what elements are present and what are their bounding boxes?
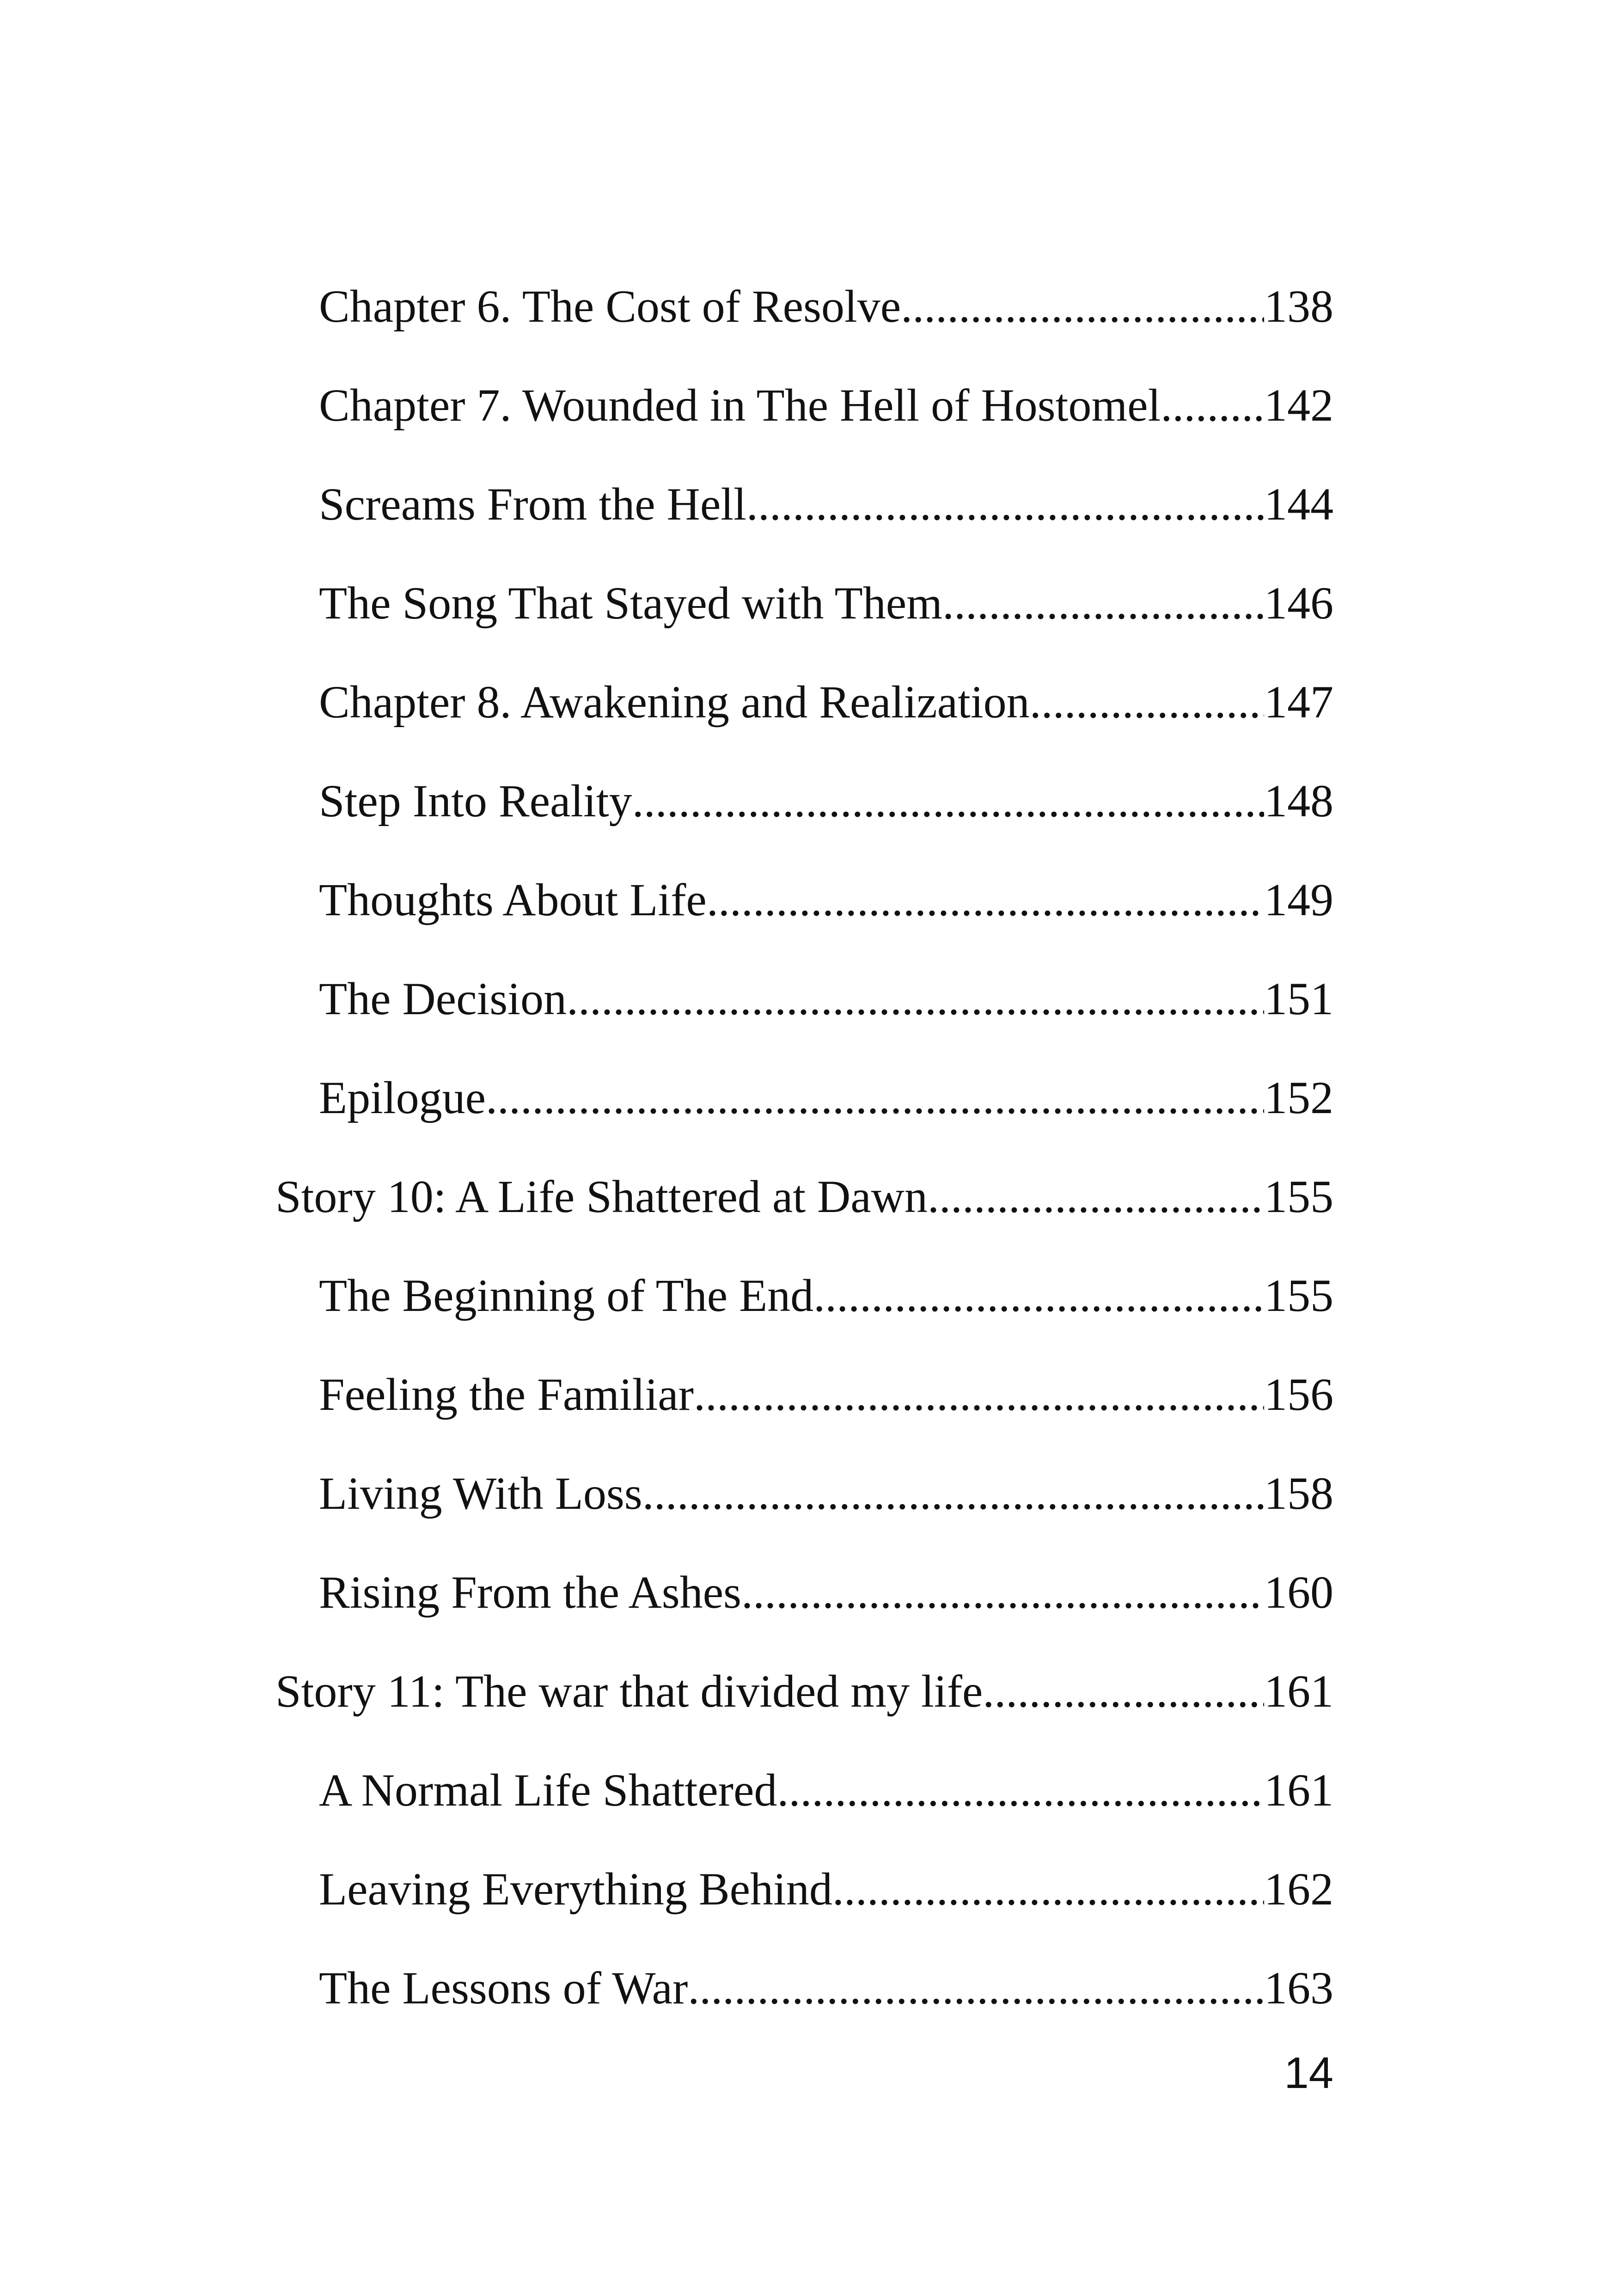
dot-leader [1030,667,1264,737]
toc-entry-page: 156 [1264,1369,1333,1420]
toc-entry-title: Thoughts About Life [319,874,707,925]
toc-entry[interactable] [319,1459,1333,1528]
toc-entry-title: The Beginning of The End [319,1270,814,1321]
toc-entry[interactable] [319,1756,1333,1825]
dot-leader [567,964,1264,1034]
toc-entry-page: 147 [1264,676,1333,728]
toc-entry[interactable] [319,1063,1333,1133]
toc-entry[interactable] [319,1855,1333,1924]
toc-entry-title: Story 11: The war that divided my life [275,1665,983,1717]
toc-entry[interactable] [319,964,1333,1034]
dot-leader [901,272,1264,341]
toc-entry-title: Rising From the Ashes [319,1567,741,1618]
toc-entry[interactable] [319,272,1333,341]
toc-entry-title: Screams From the Hell [319,478,746,530]
toc-entry-page: 161 [1264,1764,1333,1816]
dot-leader [642,1459,1264,1528]
toc-entry-title: The Decision [319,973,567,1024]
dot-leader [813,1261,1264,1330]
toc-entry-title: Leaving Everything Behind [319,1863,832,1915]
dot-leader [632,766,1264,836]
dot-leader [983,1657,1264,1726]
dot-leader [832,1855,1264,1924]
page-number: 14 [1284,2048,1333,2098]
toc-entry[interactable] [319,1360,1333,1429]
toc-entry-page: 148 [1264,775,1333,827]
toc-entry-title: Epilogue [319,1072,486,1123]
toc-entry[interactable] [319,1261,1333,1330]
toc-entry[interactable] [319,1953,1333,2023]
toc-entry[interactable] [319,766,1333,836]
toc-entry[interactable] [319,470,1333,539]
toc-entry-title: The Song That Stayed with Them [319,577,942,629]
toc-entry-page: 144 [1264,478,1333,530]
toc-entry-page: 160 [1264,1567,1333,1618]
toc-entry-title: Chapter 7. Wounded in The Hell of Hostomel [319,380,1161,431]
dot-leader [942,569,1264,638]
toc-entry-page: 161 [1264,1665,1333,1717]
dot-leader [928,1162,1264,1231]
toc-entry[interactable] [319,1558,1333,1627]
dot-leader [741,1558,1264,1627]
toc-entry-page: 155 [1264,1171,1333,1222]
toc-entry-page: 151 [1264,973,1333,1024]
toc-entry-page: 146 [1264,577,1333,629]
toc-story-entry[interactable] [275,1657,1333,1726]
toc-entry-page: 163 [1264,1962,1333,2014]
dot-leader [1161,371,1264,440]
toc-entry-page: 162 [1264,1863,1333,1915]
toc-entry-page: 158 [1264,1468,1333,1519]
toc-entry-title: Living With Loss [319,1468,642,1519]
toc-entry-title: Feeling the Familiar [319,1369,694,1420]
toc-entry-page: 149 [1264,874,1333,925]
toc-entry-page: 152 [1264,1072,1333,1123]
dot-leader [486,1063,1264,1133]
toc-entry-title: Story 10: A Life Shattered at Dawn [275,1171,928,1222]
toc-entry-page: 155 [1264,1270,1333,1321]
dot-leader [694,1360,1264,1429]
toc-entry[interactable] [319,667,1333,737]
toc-entry-page: 142 [1264,380,1333,431]
dot-leader [746,470,1264,539]
toc-entry[interactable] [319,569,1333,638]
toc-entry-title: A Normal Life Shattered [319,1764,777,1816]
toc-entry[interactable] [319,371,1333,440]
toc-entry-title: The Lessons of War [319,1962,688,2014]
toc-entry[interactable] [319,865,1333,935]
toc-entry-title: Chapter 6. The Cost of Resolve [319,281,901,332]
toc-entry-title: Chapter 8. Awakening and Realization [319,676,1030,728]
dot-leader [688,1953,1264,2023]
toc-story-entry[interactable] [275,1162,1333,1231]
toc-entry-page: 138 [1264,281,1333,332]
toc-entry-title: Step Into Reality [319,775,632,827]
dot-leader [777,1756,1264,1825]
dot-leader [707,865,1264,935]
